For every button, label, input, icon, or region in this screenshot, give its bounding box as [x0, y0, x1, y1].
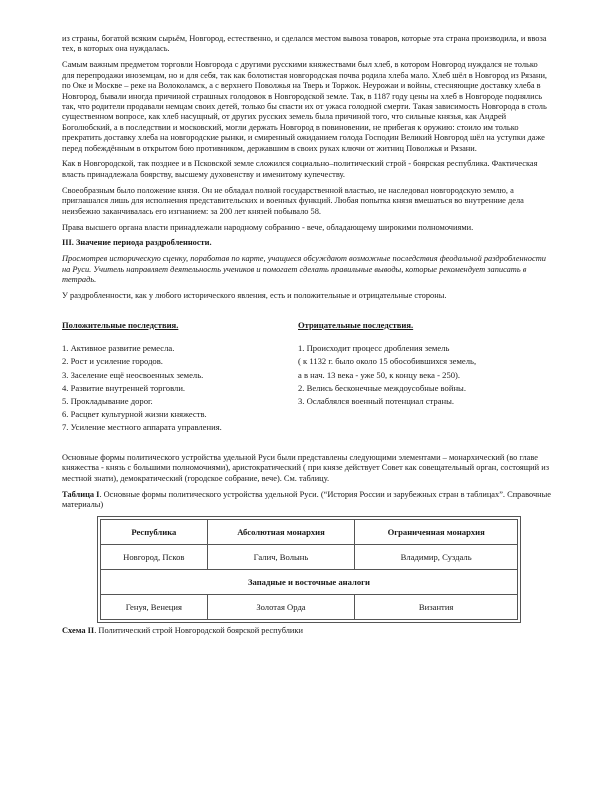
paragraph-boyar-republic: Как в Новгородской, так позднее и в Псковской земле сложился социально–политический строй - боярская республика. Фактическая власть принадлежала боярству, высшему духовенству и именитому купечеству.: [62, 159, 538, 179]
positive-title: Положительные последствия.: [62, 319, 179, 330]
paragraph-bread-trade: Самым важным предметом торговли Новгорода с другими русскими княжествами был хлеб, в котором Новгород нуждался не только для перепродажи иноземцам, но и для себя, так как болотистая новгородская почва родила хлеба мало. Хлеб шёл в Новгород из Рязани, по Оке и Москве – реке на Волоколамск, а с верхнего Поволжья на Тверь и Торжок. Неурожаи и войны, стесняющие доставку хлеба в Новгород, бывали иногда причиной страшных голодовок в Новгородской земле. Так, в 1187 году цены на хлеб в Новгороде поднялись так, что родители продавали немцам своих детей, только бы спасти их от ужаса голодной смерти. Такая зависимость Новгорода в столь существенном вопросе, как хлеб насущный, от других русских земель была причиной того, что сильные князья, как Андрей Боголюбский, а в последствии и московский, могли держать Новгород в повиновении, не прибегая к оружию: стоило им только прекратить доставку хлеба на новгородские рынки, и смиренный ожиданием голода Господин Великий Новгород шёл на уступки даже перед побеждённым в открытом бою противником, державшим в своих руках ключи от житниц Поволжья и Рязани.: [62, 60, 548, 153]
table-cell: Генуя, Венеция: [101, 594, 208, 619]
forms-table: [100, 519, 518, 620]
section-task: Просмотрев историческую сценку, поработав по карте, учащиеся обсуждают возможные последствия феодальной раздробленности на Руси. Учитель направляет деятельность учеников и помогает сделать правильные выводы, которые рекомендует записать в тетрадь.: [62, 254, 546, 285]
table-row: [101, 594, 518, 619]
table-cell: Византия: [355, 594, 518, 619]
table-header-row: [101, 519, 518, 544]
table-caption: [62, 490, 552, 511]
document-page: [62, 34, 552, 642]
table-caption-label: Таблица I: [62, 489, 100, 499]
table-cell: Новгород, Псков: [101, 544, 208, 569]
positive-item: 3. Заселение ещё неосвоенных земель.: [62, 369, 204, 380]
table-header-cell: Ограниченная монархия: [355, 519, 518, 544]
table-header-cell: Абсолютная монархия: [207, 519, 355, 544]
scheme-caption-text: . Политический строй Новгородской боярской республики: [94, 625, 303, 635]
paragraph-veche: Права высшего органа власти принадлежали народному собранию - вече, обладающему широкими полномочиями.: [62, 222, 474, 232]
positive-item: 5. Прокладывание дорог.: [62, 395, 153, 406]
positive-item: 7. Усиление местного аппарата управления.: [62, 422, 222, 433]
negative-item: ( к 1132 г. было около 15 обособившихся земель,: [298, 356, 477, 367]
negative-item: 3. Ослаблялся военный потенциал страны.: [298, 395, 455, 406]
table-cell: Галич, Волынь: [207, 544, 355, 569]
paragraph-fragmentation-sides: У раздробленности, как у любого исторического явления, есть и положительные и отрицательные стороны.: [62, 291, 447, 301]
negative-item: а в нач. 13 века - уже 50, к концу века - 250).: [298, 369, 461, 380]
positive-consequences: [62, 307, 294, 436]
positive-item: 6. Расцвет культурной жизни княжеств.: [62, 409, 207, 420]
table-caption-text: . Основные формы политического устройства удельной Руси. (“История России и зарубежных стран в таблицах”. Справочные материалы): [62, 489, 551, 510]
positive-item: 1. Активное развитие ремесла.: [62, 343, 175, 354]
negative-title: Отрицательные последствия.: [298, 319, 414, 330]
negative-item: 2. Велись бесконечные междоусобные войны.: [298, 382, 466, 393]
table-header-cell: Республика: [101, 519, 208, 544]
paragraph-trade-intro: из страны, богатой всяким сырьём, Новгород, естественно, и сделался местом вывоза товаров, которые эта страна производила, и ввоза тех, в которых она нуждалась.: [62, 34, 547, 54]
table-cell: Золотая Орда: [207, 594, 355, 619]
paragraph-prince-position: Своеобразным было положение князя. Он не обладал полной государственной властью, не наследовал новгородскую землю, а приглашался лишь для исполнения представительских и военных функций. Любая попытка князя вмешаться во внутренние дела неизбежно заканчивалась его изгнанием: за 200 лет князей побывало 58.: [62, 185, 524, 216]
positive-item: 2. Рост и усиление городов.: [62, 356, 163, 367]
negative-consequences: [298, 307, 530, 409]
table-span-row: [101, 569, 518, 594]
paragraph-political-forms: Основные формы политического устройства удельной Руси были представлены следующими элементами – монархический (во главе княжества - князь с большими полномочиями), аристократический ( при князе действует Совет как совещательный орган, состоящий из местной знати), демократический (городское собрание, вече). См. таблицу.: [62, 452, 550, 483]
section-title-text: III. Значение периода раздробленности: [62, 238, 210, 248]
table-span-cell: Западные и восточные аналоги: [101, 569, 518, 594]
scheme-caption-label: Схема II: [62, 625, 95, 635]
forms-table-frame: [97, 516, 521, 623]
negative-item: 1. Происходит процесс дробления земель: [298, 343, 450, 354]
table-cell: Владимир, Суздаль: [355, 544, 518, 569]
section-title: III. Значение периода раздробленности.: [62, 238, 212, 248]
table-row: [101, 544, 518, 569]
scheme-caption: [62, 626, 552, 636]
consequences-block: [62, 307, 552, 453]
positive-item: 4. Развитие внутренней торговли.: [62, 382, 186, 393]
